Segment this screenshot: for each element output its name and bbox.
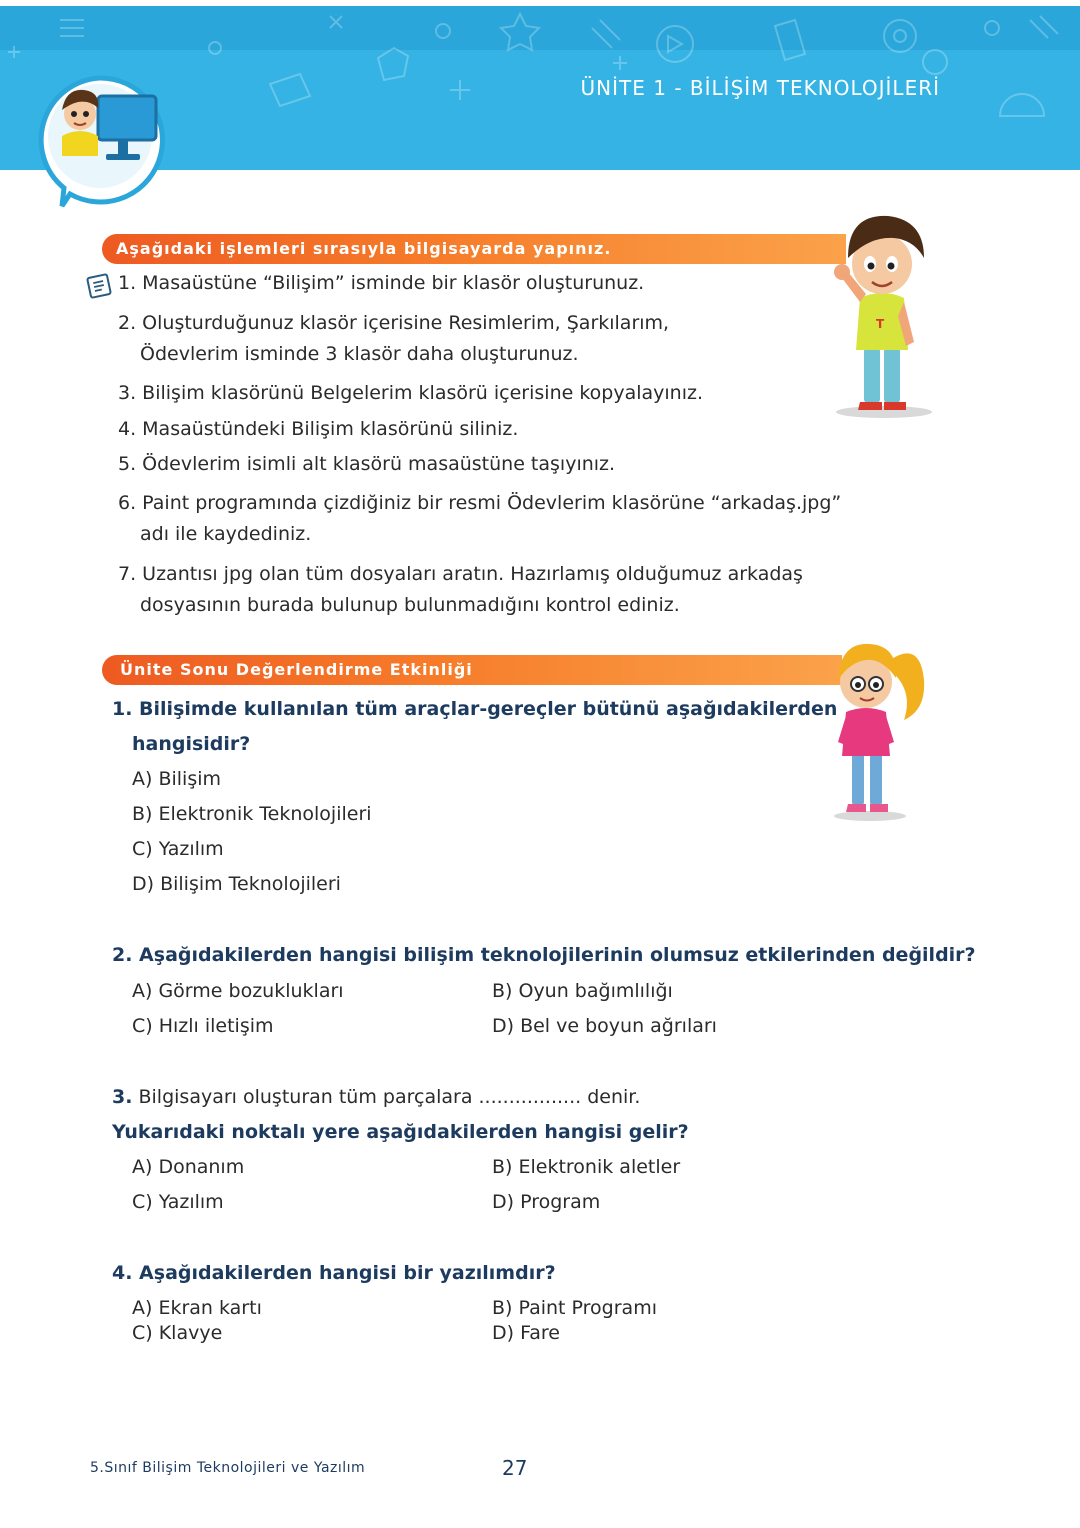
instruction-item-1: 1. Masaüstüne “Bilişim” isminde bir klasör oluşturunuz. — [118, 272, 645, 294]
question-1-option-d[interactable]: D) Bilişim Teknolojileri — [132, 873, 341, 895]
instructions-banner: Aşağıdaki işlemleri sırasıyla bilgisayarda yapınız. — [102, 234, 846, 264]
instruction-item-3: 3. Bilişim klasörünü Belgelerim klasörü içerisine kopyalayınız. — [118, 382, 704, 404]
question-1-option-b[interactable]: B) Elektronik Teknolojileri — [132, 803, 372, 825]
question-3-text — [112, 1086, 640, 1108]
question-4-text: 4. Aşağıdakilerden hangisi bir yazılımdır? — [112, 1262, 556, 1284]
instruction-item-2: 2. Oluşturduğunuz klasör içerisine Resimlerim, Şarkılarım, — [118, 312, 670, 334]
svg-text:T: T — [876, 317, 885, 331]
instruction-item-4: 4. Masaüstündeki Bilişim klasörünü siliniz. — [118, 418, 519, 440]
instruction-item-2-cont: Ödevlerim isminde 3 klasör daha oluşturunuz. — [140, 343, 579, 365]
question-3-number: 3. — [112, 1086, 133, 1108]
question-2-option-a[interactable]: A) Görme bozuklukları — [132, 980, 344, 1002]
instruction-item-6: 6. Paint programında çizdiğiniz bir resmi Ödevlerim klasörüne “arkadaş.jpg” — [118, 492, 842, 514]
instruction-item-7: 7. Uzantısı jpg olan tüm dosyaları aratın. Hazırlamış olduğumuz arkadaş — [118, 563, 803, 585]
question-3-statement: Bilgisayarı oluşturan tüm parçalara ................. denir. — [132, 1086, 641, 1108]
question-1-text-cont: hangisidir? — [132, 733, 251, 755]
question-2-option-b[interactable]: B) Oyun bağımlılığı — [492, 980, 673, 1002]
footer-book-title: 5.Sınıf Bilişim Teknolojileri ve Yazılım — [90, 1460, 366, 1476]
question-4-option-d[interactable]: D) Fare — [492, 1322, 560, 1344]
question-4-option-a[interactable]: A) Ekran kartı — [132, 1297, 262, 1319]
question-1-option-c[interactable]: C) Yazılım — [132, 838, 224, 860]
question-1-option-a[interactable]: A) Bilişim — [132, 768, 222, 790]
boy-character-illustration — [826, 206, 938, 420]
avatar-badge-icon — [30, 70, 170, 210]
question-3-prompt: Yukarıdaki noktalı yere aşağıdakilerden hangisi gelir? — [112, 1121, 689, 1143]
question-2-option-d[interactable]: D) Bel ve boyun ağrıları — [492, 1015, 717, 1037]
question-2-option-c[interactable]: C) Hızlı iletişim — [132, 1015, 274, 1037]
question-1-text: 1. Bilişimde kullanılan tüm araçlar-gereçler bütünü aşağıdakilerden — [112, 698, 838, 720]
evaluation-banner: Ünite Sonu Değerlendirme Etkinliği — [102, 655, 842, 685]
question-3-option-b[interactable]: B) Elektronik aletler — [492, 1156, 681, 1178]
question-4-option-c[interactable]: C) Klavye — [132, 1322, 223, 1344]
note-list-icon — [86, 272, 114, 300]
page-number: 27 — [502, 1456, 528, 1480]
instruction-item-5: 5. Ödevlerim isimli alt klasörü masaüstüne taşıyınız. — [118, 453, 616, 475]
question-2-text: 2. Aşağıdakilerden hangisi bilişim teknolojilerinin olumsuz etkilerinden değildir? — [112, 944, 976, 966]
instruction-item-6-cont: adı ile kaydediniz. — [140, 523, 312, 545]
question-3-option-a[interactable]: A) Donanım — [132, 1156, 245, 1178]
question-3-option-c[interactable]: C) Yazılım — [132, 1191, 224, 1213]
question-3-option-d[interactable]: D) Program — [492, 1191, 601, 1213]
instruction-item-7-cont: dosyasının burada bulunup bulunmadığını kontrol ediniz. — [140, 594, 680, 616]
unit-title: ÜNİTE 1 - BİLİŞİM TEKNOLOJİLERİ — [580, 76, 940, 100]
girl-character-illustration — [830, 640, 930, 822]
question-4-option-b[interactable]: B) Paint Programı — [492, 1297, 657, 1319]
